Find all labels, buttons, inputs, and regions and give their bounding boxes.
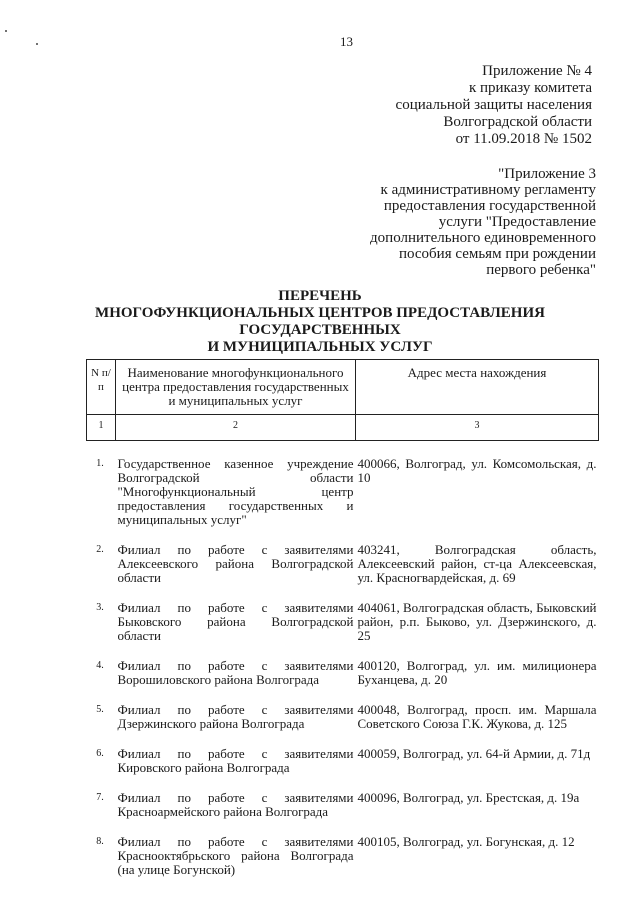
mfc-address: 400120, Волгоград, ул. им. милиционера Буханцева, д. 20 <box>357 658 597 687</box>
column-number-row <box>87 415 599 441</box>
table-row <box>87 703 599 731</box>
column-number: 3 <box>356 415 599 441</box>
appendix-4-line: Приложение № 4 <box>482 63 592 79</box>
mfc-address: 400059, Волгоград, ул. 64-й Армии, д. 71д <box>357 746 591 761</box>
title-line: МНОГОФУНКЦИОНАЛЬНЫХ ЦЕНТРОВ ПРЕДОСТАВЛЕНИЯ <box>95 305 545 321</box>
mfc-address: 403241, Волгоградская область, Алексеевский район, ст-ца Алексеевская, ул. Красногвардейская, д. 69 <box>357 542 597 585</box>
appendix-3-line: первого ребенка" <box>486 262 596 278</box>
title-line: ПЕРЕЧЕНЬ <box>278 288 362 304</box>
mfc-address: 400096, Волгоград, ул. Брестская, д. 19а <box>357 790 580 805</box>
table-row <box>87 791 599 819</box>
table-row <box>87 543 599 585</box>
row-number: 2. <box>96 544 104 555</box>
appendix-3-line: предоставления государственной <box>383 198 596 214</box>
table-header-row <box>87 360 599 415</box>
mfc-name: Филиал по работе с заявителями Кировского района Волгограда <box>117 746 354 775</box>
mfc-name: Филиал по работе с заявителями Красноармейского района Волгограда <box>117 790 354 819</box>
row-number: 1. <box>96 458 104 469</box>
mfc-address: 404061, Волгоградская область, Быковский район, р.п. Быково, ул. Дзержинского, д. 25 <box>357 600 597 643</box>
header-num: N п/п <box>87 360 116 415</box>
mfc-name: Филиал по работе с заявителями Ворошиловского района Волгограда <box>117 658 354 687</box>
mfc-address: 400066, Волгоград, ул. Комсомольская, д. 10 <box>357 456 597 485</box>
appendix-4-line: Волгоградской области <box>443 114 592 130</box>
document-title <box>0 288 640 356</box>
appendix-3-line: "Приложение 3 <box>498 166 596 182</box>
mfc-list-table <box>86 359 599 877</box>
appendix-3-line: к административному регламенту <box>380 182 596 198</box>
mfc-name: Государственное казенное учреждение Волгоградской области "Многофункциональный центр предоставления государственных и муниципальных услуг" <box>117 456 354 527</box>
row-number: 7. <box>96 792 104 803</box>
mfc-name: Филиал по работе с заявителями Краснооктябрьского района Волгограда (на улице Богунской) <box>117 834 354 877</box>
scan-speck <box>5 30 7 32</box>
appendix-3-header <box>370 166 596 278</box>
mfc-address: 400048, Волгоград, просп. им. Маршала Советского Союза Г.К. Жукова, д. 125 <box>357 702 597 731</box>
appendix-3-line: дополнительного единовременного <box>370 230 596 246</box>
mfc-address: 400105, Волгоград, ул. Богунская, д. 12 <box>357 834 575 849</box>
row-number: 5. <box>96 704 104 715</box>
title-line: ГОСУДАРСТВЕННЫХ <box>239 322 401 338</box>
table-row <box>87 601 599 643</box>
table-row <box>87 457 599 527</box>
scan-speck <box>36 43 38 45</box>
mfc-name: Филиал по работе с заявителями Дзержинского района Волгограда <box>117 702 354 731</box>
row-number: 6. <box>96 748 104 759</box>
appendix-4-header <box>396 63 592 148</box>
appendix-3-line: услуги "Предоставление <box>438 214 596 230</box>
row-number: 4. <box>96 660 104 671</box>
title-line: И МУНИЦИПАЛЬНЫХ УСЛУГ <box>207 339 433 355</box>
column-number: 1 <box>87 415 116 441</box>
table-row <box>87 835 599 877</box>
header-name: Наименование многофункционального центра предоставления государственных и муниципальных услуг <box>116 360 356 415</box>
mfc-name: Филиал по работе с заявителями Алексеевского района Волгоградской области <box>117 542 354 585</box>
column-number: 2 <box>116 415 356 441</box>
mfc-name: Филиал по работе с заявителями Быковского района Волгоградской области <box>117 600 354 643</box>
appendix-4-line: социальной защиты населения <box>395 97 592 113</box>
header-address: Адрес места нахождения <box>356 360 599 415</box>
appendix-3-line: пособия семьям при рождении <box>398 246 596 262</box>
row-number: 8. <box>96 836 104 847</box>
appendix-4-line: к приказу комитета <box>468 80 592 96</box>
page-number: 13 <box>340 34 353 49</box>
table-row <box>87 659 599 687</box>
table-row <box>87 747 599 775</box>
appendix-4-line: от 11.09.2018 № 1502 <box>455 131 592 147</box>
row-number: 3. <box>96 602 104 613</box>
